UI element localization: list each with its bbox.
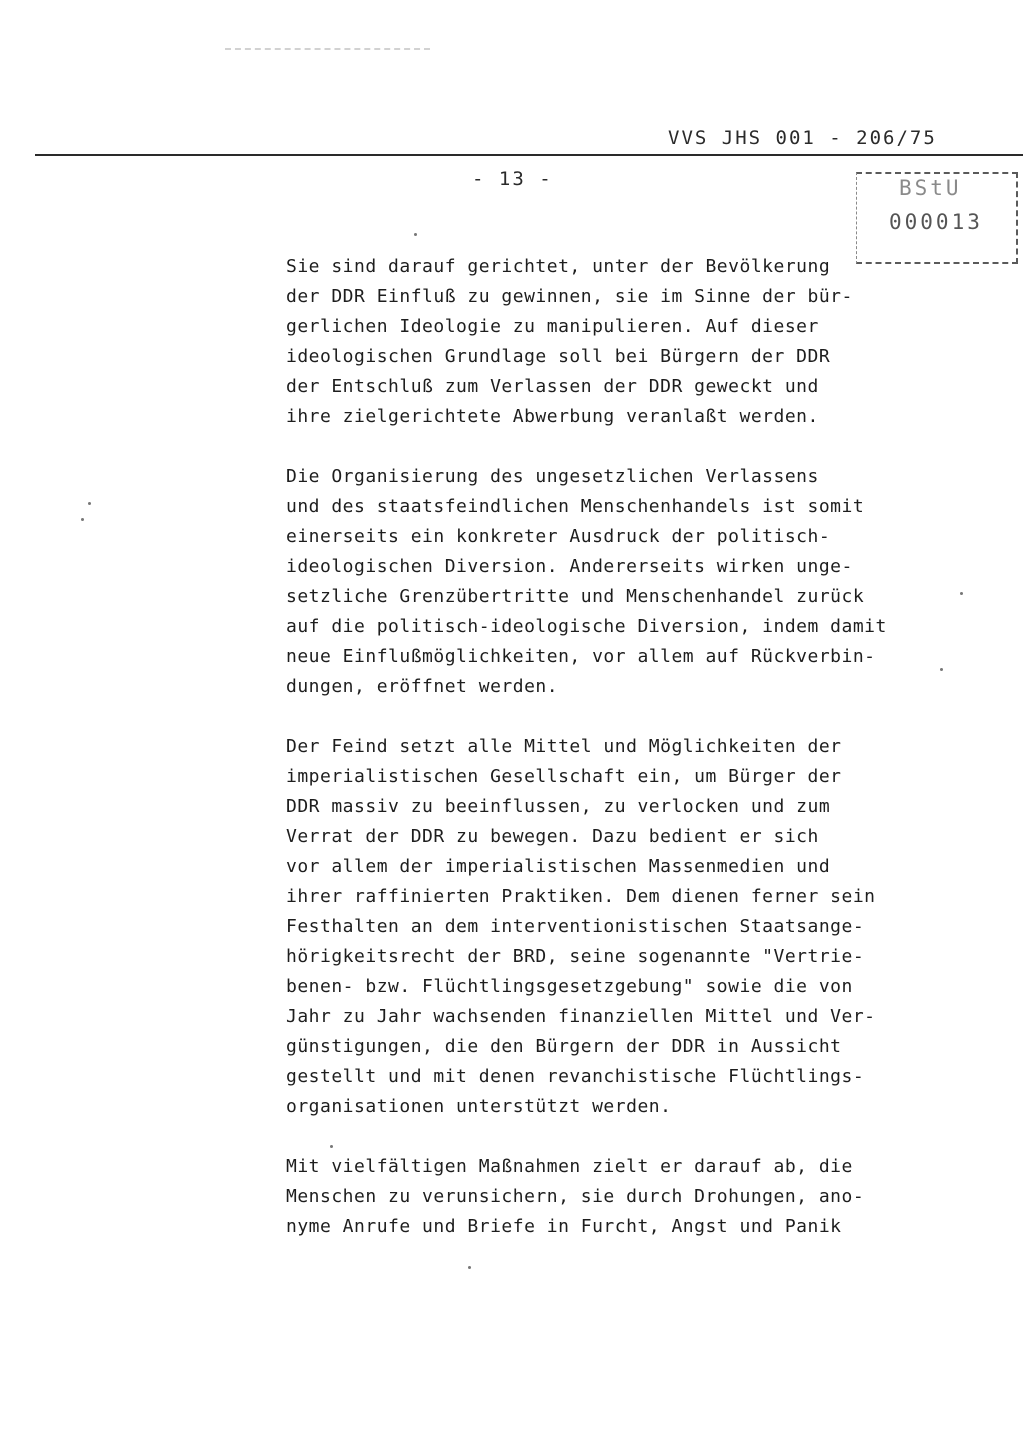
text-line: Mit vielfältigen Maßnahmen zielt er darauf ab, die bbox=[286, 1156, 853, 1177]
text-line: nyme Anrufe und Briefe in Furcht, Angst und Panik bbox=[286, 1216, 842, 1237]
header-rule bbox=[35, 154, 1023, 156]
text-line: ihre zielgerichtete Abwerbung veranlaßt werden. bbox=[286, 406, 819, 427]
text-line: vor allem der imperialistischen Massenmedien und bbox=[286, 856, 831, 877]
text-line: der Entschluß zum Verlassen der DDR geweckt und bbox=[286, 376, 819, 397]
text-line: Jahr zu Jahr wachsenden finanziellen Mittel und Ver- bbox=[286, 1006, 876, 1027]
text-line: Die Organisierung des ungesetzlichen Verlassens bbox=[286, 466, 819, 487]
text-line: Verrat der DDR zu bewegen. Dazu bedient er sich bbox=[286, 826, 819, 847]
speck bbox=[88, 502, 91, 505]
stamp-agency: BStU bbox=[899, 176, 962, 200]
paragraph bbox=[286, 732, 986, 1122]
text-line: der DDR Einfluß zu gewinnen, sie im Sinne der bür- bbox=[286, 286, 853, 307]
document-id: VVS JHS 001 - 206/75 bbox=[668, 127, 937, 149]
text-line: Der Feind setzt alle Mittel und Möglichkeiten der bbox=[286, 736, 842, 757]
paragraph bbox=[286, 1152, 986, 1242]
text-line: ideologischen Diversion. Andererseits wirken unge- bbox=[286, 556, 853, 577]
text-line: einerseits ein konkreter Ausdruck der politisch- bbox=[286, 526, 831, 547]
text-line: setzliche Grenzübertritte und Menschenhandel zurück bbox=[286, 586, 865, 607]
text-line: benen- bzw. Flüchtlingsgesetzgebung" sowie die von bbox=[286, 976, 853, 997]
text-line: gerlichen Ideologie zu manipulieren. Auf dieser bbox=[286, 316, 819, 337]
archive-stamp bbox=[856, 172, 1018, 264]
stamp-number: 000013 bbox=[889, 210, 983, 234]
text-line: günstigungen, die den Bürgern der DDR in Aussicht bbox=[286, 1036, 842, 1057]
text-line: und des staatsfeindlichen Menschenhandels ist somit bbox=[286, 496, 865, 517]
text-line: ihrer raffinierten Praktiken. Dem dienen ferner sein bbox=[286, 886, 876, 907]
text-line: Sie sind darauf gerichtet, unter der Bevölkerung bbox=[286, 256, 831, 277]
speck bbox=[414, 233, 417, 236]
body-text bbox=[286, 252, 986, 1272]
text-line: auf die politisch-ideologische Diversion, indem damit bbox=[286, 616, 887, 637]
text-line: Festhalten an dem interventionistischen Staatsange- bbox=[286, 916, 865, 937]
paragraph bbox=[286, 252, 986, 432]
text-line: DDR massiv zu beeinflussen, zu verlocken und zum bbox=[286, 796, 831, 817]
text-line: dungen, eröffnet werden. bbox=[286, 676, 559, 697]
speck bbox=[81, 518, 84, 521]
text-line: ideologischen Grundlage soll bei Bürgern der DDR bbox=[286, 346, 831, 367]
text-line: neue Einflußmöglichkeiten, vor allem auf Rückverbin- bbox=[286, 646, 876, 667]
paragraph bbox=[286, 462, 986, 702]
text-line: imperialistischen Gesellschaft ein, um Bürger der bbox=[286, 766, 842, 787]
text-line: organisationen unterstützt werden. bbox=[286, 1096, 672, 1117]
top-smudge bbox=[225, 48, 430, 50]
text-line: gestellt und mit denen revanchistische Flüchtlings- bbox=[286, 1066, 865, 1087]
text-line: Menschen zu verunsichern, sie durch Drohungen, ano- bbox=[286, 1186, 865, 1207]
page-number: - 13 - bbox=[472, 168, 553, 190]
text-line: hörigkeitsrecht der BRD, seine sogenannte "Vertrie- bbox=[286, 946, 865, 967]
